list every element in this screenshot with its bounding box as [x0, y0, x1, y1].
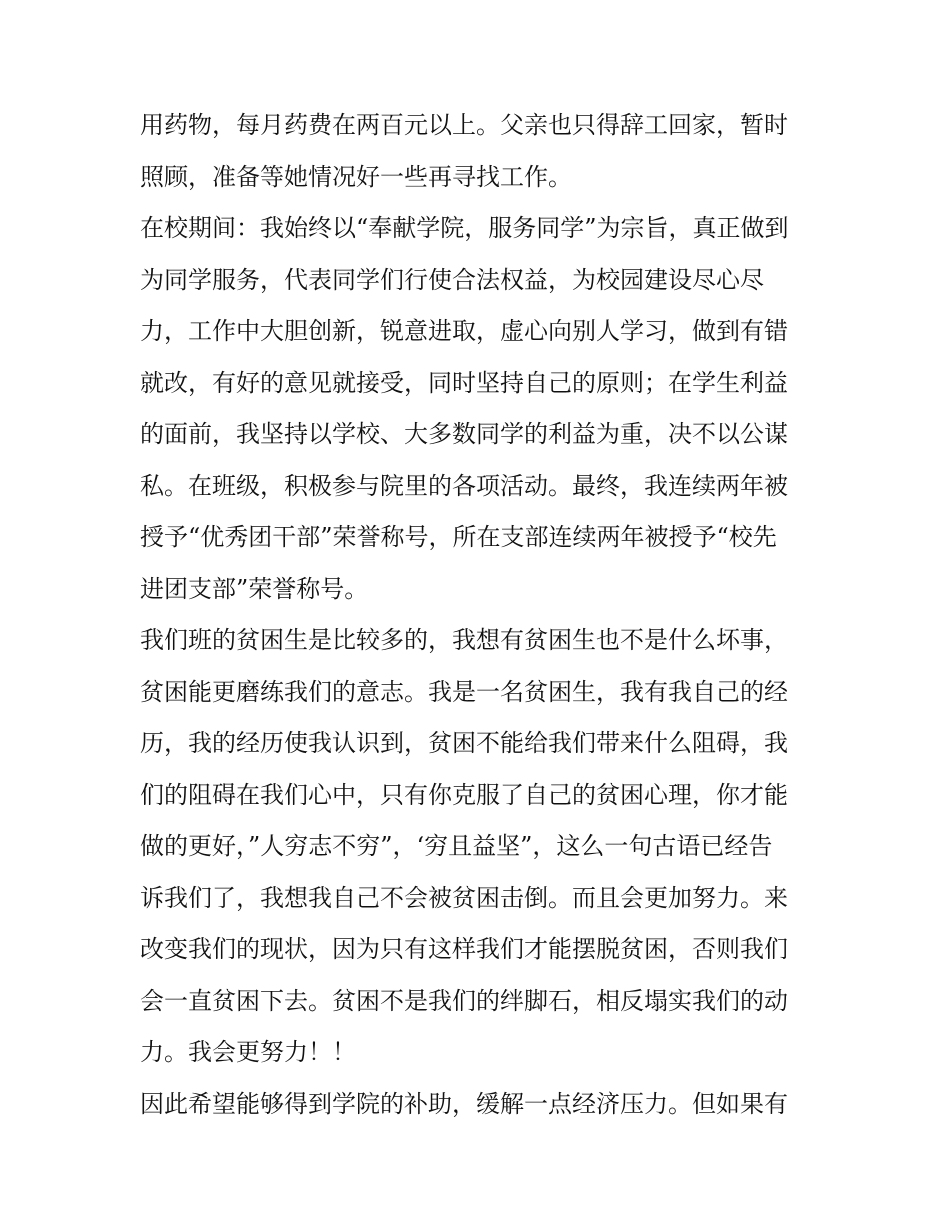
document-body: [140, 100, 820, 1130]
text-line: 因此希望能够得到学院的补助，缓解一点经济压力。但如果有: [140, 1089, 788, 1118]
text-line: 诉我们了，我想我自己不会被贫困击倒。而且会更加努力。来: [140, 883, 788, 912]
text-line: 做的更好，”人穷志不穷”，‘穷且益坚”，这么一句古语已经告: [140, 832, 773, 860]
text-line: 就改，有好的意见就接受，同时坚持自己的原则；在学生利益: [140, 368, 788, 397]
text-line: 的面前，我坚持以学校、大多数同学的利益为重，决不以公谋: [140, 420, 788, 448]
text-line: 会一直贫困下去。贫困不是我们的绊脚石，相反塌实我们的动: [140, 986, 788, 1015]
text-line: 照顾，准备等她情况好一些再寻找工作。: [140, 162, 572, 191]
text-line: 私。在班级，积极参与院里的各项活动。最终，我连续两年被: [140, 471, 788, 500]
text-line: 我们班的贫困生是比较多的，我想有贫困生也不是什么坏事，: [140, 626, 788, 654]
text-line: 在校期间：我始终以“奉献学院，服务同学”为宗旨，真正做到: [140, 214, 789, 242]
text-line: 为同学服务，代表同学们行使合法权益，为校园建设尽心尽: [140, 265, 764, 294]
text-line: 授予“优秀团干部”荣誉称号，所在支部连续两年被授予“校先: [140, 523, 777, 551]
text-line: 力。我会更努力！！: [140, 1038, 356, 1066]
text-line: 历，我的经历使我认识到，贫困不能给我们带来什么阻碍，我: [140, 729, 788, 757]
text-line: 用药物，每月药费在两百元以上。父亲也只得辞工回家，暂时: [140, 111, 788, 139]
text-line: 们的阻碍在我们心中，只有你克服了自己的贫困心理，你才能: [140, 780, 788, 809]
text-line: 改变我们的现状，因为只有这样我们才能摆脱贫困，否则我们: [140, 935, 788, 963]
text-line: 进团支部”荣誉称号。: [140, 574, 369, 603]
text-line: 力，工作中大胆创新，锐意进取，虚心向别人学习，做到有错: [140, 317, 788, 345]
text-line: 贫困能更磨练我们的意志。我是一名贫困生，我有我自己的经: [140, 677, 788, 706]
